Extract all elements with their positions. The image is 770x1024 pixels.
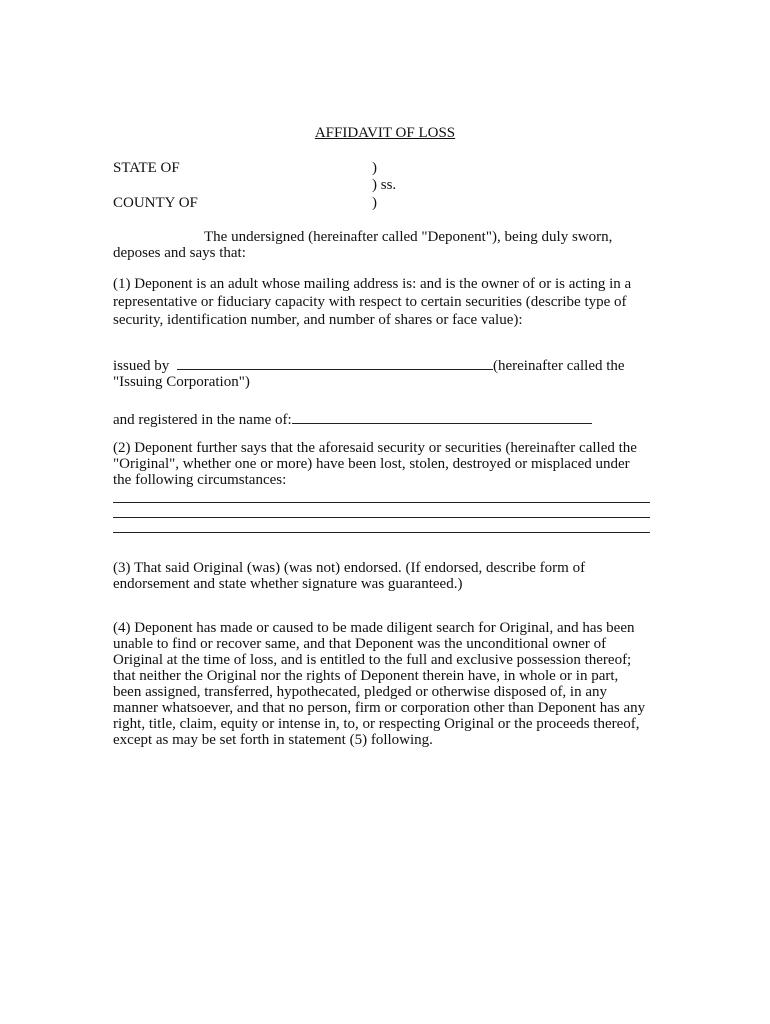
registered-label: and registered in the name of:	[113, 412, 292, 428]
venue-paren-1: )	[372, 160, 377, 176]
para4-line-7: right, title, claim, equity or intense in, to, or respecting Original or the proceeds thereof,	[113, 716, 640, 732]
para4-line-1: (4) Deponent has made or caused to be made diligent search for Original, and has been	[113, 620, 635, 636]
registered-row	[113, 410, 592, 429]
para1-line-3: security, identification number, and number of shares or face value):	[113, 312, 523, 328]
para4-line-5: been assigned, transferred, hypothecated, pledged or otherwise disposed of, in any	[113, 684, 608, 700]
county-label: COUNTY OF	[113, 195, 198, 211]
para4-line-2: unable to find or recover same, and that Deponent was the unconditional owner of	[113, 636, 607, 652]
circumstances-line-2[interactable]	[113, 517, 650, 518]
venue-paren-ss: ) ss.	[372, 177, 397, 193]
venue-paren-3: )	[372, 195, 377, 211]
issued-by-suffix: (hereinafter called the	[493, 358, 625, 374]
para2-line-1: (2) Deponent further says that the aforesaid security or securities (hereinafter called the	[113, 440, 637, 456]
registered-name-blank[interactable]	[292, 410, 592, 424]
para4-line-6: manner whatsoever, and that no person, firm or corporation other than Deponent has any	[113, 700, 646, 716]
para4-line-8: except as may be set forth in statement (5) following.	[113, 732, 433, 748]
para1-line-1: (1) Deponent is an adult whose mailing address is: and is the owner of or is acting in a	[113, 276, 632, 292]
para2-line-3: the following circumstances:	[113, 472, 287, 488]
para2-line-2: "Original", whether one or more) have been lost, stolen, destroyed or misplaced under	[113, 456, 630, 472]
state-label: STATE OF	[113, 160, 180, 176]
document-title: AFFIDAVIT OF LOSS	[314, 125, 456, 141]
para4-line-3: Original at the time of loss, and is entitled to the full and exclusive possession thereof;	[113, 652, 632, 668]
para3-line-2: endorsement and state whether signature was guaranteed.)	[113, 576, 463, 592]
para4-line-4: that neither the Original nor the rights of Deponent therein have, in whole or in part,	[113, 668, 619, 684]
para1-line-2: representative or fiduciary capacity with respect to certain securities (describe type of	[113, 294, 627, 310]
issued-by-blank[interactable]	[177, 356, 493, 370]
issuing-corporation-line: "Issuing Corporation")	[113, 374, 250, 390]
para3-line-1: (3) That said Original (was) (was not) endorsed. (If endorsed, describe form of	[113, 560, 586, 576]
circumstances-line-3[interactable]	[113, 532, 650, 533]
circumstances-line-1[interactable]	[113, 502, 650, 503]
issued-by-row	[113, 356, 625, 375]
intro-line-1: The undersigned (hereinafter called "Deponent"), being duly sworn,	[204, 229, 613, 245]
intro-line-2: deposes and says that:	[113, 245, 246, 261]
issued-by-label: issued by	[113, 358, 170, 374]
